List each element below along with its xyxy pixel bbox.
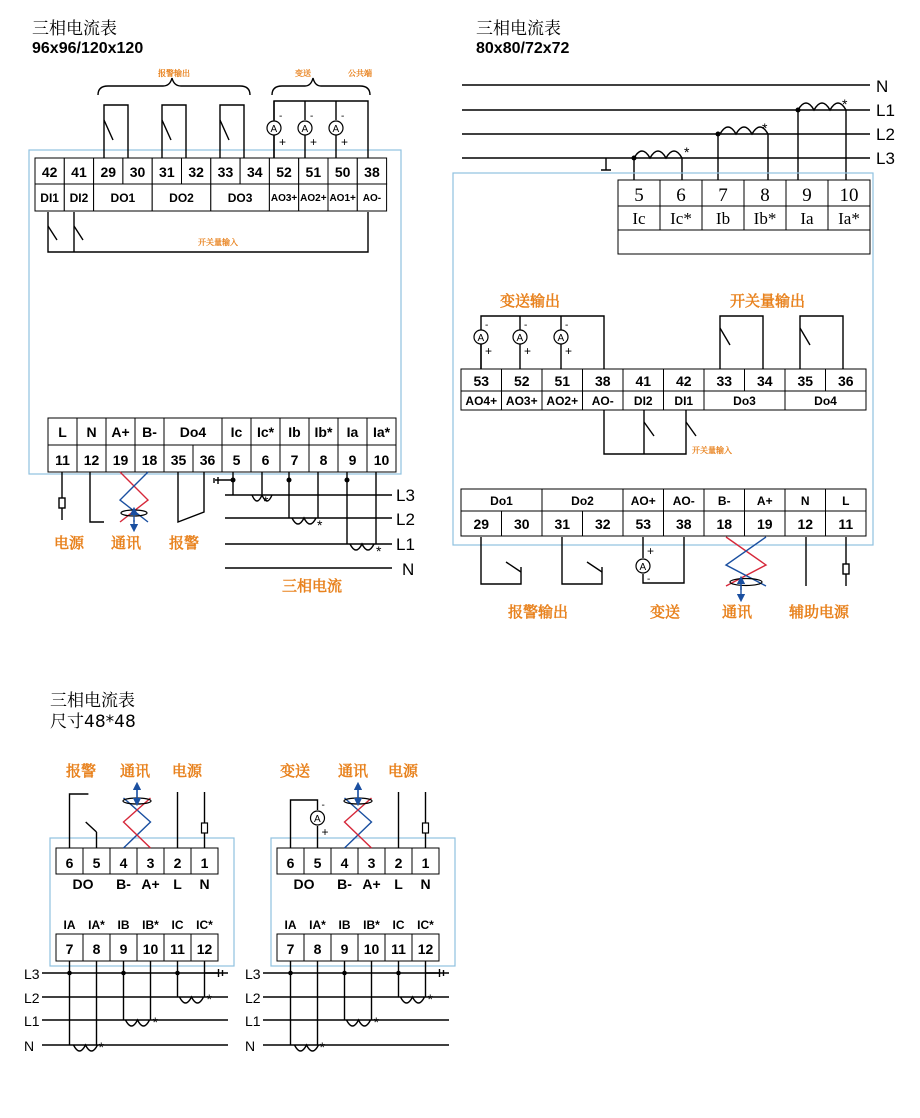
d2-line-n: N <box>876 77 889 96</box>
terminal-number: 10 <box>373 452 390 468</box>
terminal-number: 7 <box>286 941 295 957</box>
do-group-label: DO2 <box>169 191 194 205</box>
terminal-number: 5 <box>232 452 241 468</box>
terminal-label: DI1 <box>40 191 59 205</box>
d2-line-l3: L3 <box>876 149 895 168</box>
d1-caption-comm: 通讯 <box>111 534 142 552</box>
terminal-label: N <box>199 876 210 892</box>
terminal-number: 32 <box>594 516 611 532</box>
d1-line-n: N <box>402 560 415 579</box>
svg-text:-: - <box>647 574 651 585</box>
terminal-number: 8 <box>760 185 770 206</box>
d3a-caption: 报警 <box>66 762 97 780</box>
svg-text:-: - <box>341 111 345 122</box>
svg-text:+: + <box>321 825 329 839</box>
diagram-3b <box>245 762 455 1055</box>
terminal-label: IC* <box>417 918 434 932</box>
d2-ammeters <box>474 320 572 358</box>
svg-text:+: + <box>524 344 532 358</box>
d1-power-comm-alarm-wiring <box>59 472 204 522</box>
d3b-caption: 电源 <box>388 762 419 780</box>
d3b-caption: 变送 <box>280 762 311 780</box>
svg-text:+: + <box>310 135 318 149</box>
d3b-caption: 通讯 <box>338 762 369 780</box>
terminal-number: 41 <box>71 164 87 180</box>
svg-text:+: + <box>341 135 349 149</box>
terminal-number: 10 <box>839 185 859 206</box>
terminal-number: 3 <box>367 855 376 871</box>
terminal-label: Ib* <box>314 424 333 440</box>
terminal-number: 42 <box>41 164 58 180</box>
terminal-number: 34 <box>246 164 263 180</box>
d3a-caption: 电源 <box>172 762 203 780</box>
d1-size: 96x96/120x120 <box>32 40 144 57</box>
terminal-label: IA <box>63 918 76 932</box>
terminal-label: L <box>58 424 67 440</box>
terminal-number: 18 <box>141 452 158 468</box>
terminal-number: 12 <box>196 941 213 957</box>
terminal-number: 12 <box>797 516 814 532</box>
terminal-number: 8 <box>92 941 101 957</box>
svg-text:+: + <box>647 544 655 558</box>
svg-text:A: A <box>557 333 565 344</box>
d2-caption-comm: 通讯 <box>722 603 753 621</box>
svg-text:A: A <box>332 124 340 135</box>
terminal-number: 9 <box>340 941 349 957</box>
svg-text:A: A <box>314 814 321 825</box>
terminal-number: 4 <box>340 855 349 871</box>
terminal-number: 19 <box>756 516 773 532</box>
terminal-number: 33 <box>716 373 733 389</box>
terminal-number: 7 <box>65 941 74 957</box>
svg-text:A: A <box>270 124 278 135</box>
terminal-number: 30 <box>129 164 146 180</box>
terminal-label: IB* <box>363 918 380 932</box>
d2-line-l1: L1 <box>876 101 895 120</box>
terminal-label: DO <box>72 876 94 892</box>
terminal-number: 5 <box>634 185 644 206</box>
terminal-number: 11 <box>838 516 854 532</box>
terminal-number: 51 <box>305 164 322 180</box>
d2-switch-out-contacts <box>720 316 843 369</box>
terminal-number: 7 <box>718 185 728 206</box>
diagram-2 <box>453 19 895 621</box>
terminal-number: 42 <box>675 373 692 389</box>
svg-text:A: A <box>639 562 647 573</box>
terminal-label: AO- <box>362 193 382 204</box>
terminal-label: Ib <box>715 209 731 228</box>
terminal-label: DI2 <box>69 191 89 205</box>
terminal-label: IB <box>338 918 351 932</box>
svg-text:*: * <box>842 96 848 112</box>
terminal-label: Ia <box>800 209 814 228</box>
terminal-number: 41 <box>635 373 652 389</box>
d1-transmit-note: 变送 <box>295 69 311 78</box>
terminal-label: Do1 <box>490 494 513 508</box>
terminal-number: 33 <box>217 164 234 180</box>
do-group-label: DO3 <box>227 191 253 205</box>
terminal-number: 7 <box>290 452 299 468</box>
terminal-label: B- <box>142 424 157 440</box>
terminal-number: 31 <box>159 164 175 180</box>
d3a-line-label: L2 <box>24 990 40 1006</box>
terminal-label: AO3+ <box>270 193 298 204</box>
terminal-label: A+ <box>111 424 130 440</box>
d3a-line-label: L3 <box>24 966 40 982</box>
svg-text:A: A <box>516 333 524 344</box>
d1-title: 三相电流表 <box>32 19 117 39</box>
terminal-label: A+ <box>756 494 773 508</box>
svg-text:*: * <box>684 144 690 160</box>
terminal-label: N <box>800 494 810 508</box>
terminal-number: 52 <box>276 164 292 180</box>
terminal-number: 2 <box>173 855 182 871</box>
d3a-line-label: N <box>24 1038 35 1054</box>
d1-caption-power: 电源 <box>54 534 85 552</box>
terminal-number: 9 <box>119 941 128 957</box>
terminal-label: IC <box>392 918 405 932</box>
svg-text:*: * <box>762 120 768 136</box>
terminal-label: Ia* <box>372 424 391 440</box>
terminal-number: 11 <box>391 941 406 957</box>
terminal-number: 51 <box>554 373 571 389</box>
terminal-number: 12 <box>417 941 434 957</box>
terminal-label: AO2+ <box>300 193 327 204</box>
terminal-label: AO+ <box>630 494 656 508</box>
d1-switch-in-note: 开关量输入 <box>198 238 238 247</box>
terminal-number: 34 <box>756 373 773 389</box>
terminal-number: 10 <box>363 941 380 957</box>
d3a-line-label: L1 <box>24 1013 40 1029</box>
terminal-number: 1 <box>421 855 430 871</box>
svg-text:-: - <box>524 320 528 331</box>
terminal-number: 36 <box>199 452 216 468</box>
terminal-label: IB* <box>142 918 159 932</box>
terminal-label: Ic* <box>256 424 275 440</box>
d2-line-l2: L2 <box>876 125 895 144</box>
terminal-number: 35 <box>797 373 814 389</box>
terminal-label: AO- <box>591 394 614 408</box>
d2-switch-in-wiring <box>604 410 696 454</box>
terminal-label: IB <box>117 918 130 932</box>
terminal-number: 29 <box>473 516 490 532</box>
d1-line-l2: L2 <box>396 510 415 529</box>
d1-common-note: 公共端 <box>348 69 372 78</box>
terminal-label: A+ <box>141 876 160 892</box>
terminal-label: IA* <box>309 918 326 932</box>
terminal-label: L <box>394 876 403 892</box>
svg-text:*: * <box>319 1039 325 1055</box>
terminal-label: B- <box>717 494 731 508</box>
terminal-number: 1 <box>200 855 209 871</box>
svg-text:*: * <box>98 1039 104 1055</box>
terminal-number: 38 <box>675 516 692 532</box>
terminal-label: Ic <box>632 209 646 228</box>
terminal-label: AO1+ <box>329 193 356 204</box>
d1-brace-alarm <box>98 78 250 95</box>
terminal-label: Ia* <box>838 209 860 228</box>
d1-line-l1: L1 <box>396 535 415 554</box>
d3a-caption: 通讯 <box>120 762 151 780</box>
terminal-label: DO <box>293 876 315 892</box>
svg-text:+: + <box>279 135 287 149</box>
terminal-number: 6 <box>261 452 270 468</box>
terminal-number: 18 <box>716 516 733 532</box>
svg-text:*: * <box>152 1014 158 1030</box>
terminal-number: 5 <box>313 855 322 871</box>
terminal-label: Ia <box>346 424 359 440</box>
terminal-number: 2 <box>394 855 403 871</box>
terminal-number: 6 <box>676 185 686 206</box>
d2-title: 三相电流表 <box>476 19 561 39</box>
terminal-number: 30 <box>513 516 530 532</box>
terminal-label: Ib* <box>753 209 777 228</box>
svg-text:*: * <box>317 517 323 533</box>
terminal-label: AO- <box>672 494 695 508</box>
d2-ct-terminal-block <box>618 180 870 254</box>
terminal-label: B- <box>337 876 352 892</box>
terminal-label: A+ <box>362 876 381 892</box>
d2-bottom-terminal-strip <box>461 489 866 536</box>
svg-text:-: - <box>321 800 325 811</box>
svg-text:*: * <box>376 543 382 559</box>
terminal-label: N <box>420 876 431 892</box>
terminal-number: 3 <box>146 855 155 871</box>
terminal-number: 31 <box>554 516 571 532</box>
d3b-line-label: L3 <box>245 966 261 982</box>
terminal-number: 35 <box>170 452 187 468</box>
terminal-number: 38 <box>364 164 380 180</box>
d2-transmit-wiring <box>481 316 604 369</box>
terminal-number: 6 <box>65 855 74 871</box>
terminal-number: 29 <box>100 164 117 180</box>
terminal-label: AO3+ <box>505 394 538 408</box>
diagram-1 <box>29 19 415 595</box>
svg-text:*: * <box>206 991 212 1007</box>
terminal-label: IA <box>284 918 297 932</box>
terminal-label: L <box>173 876 182 892</box>
d3b-line-label: N <box>245 1038 256 1054</box>
terminal-label: DI2 <box>633 394 653 408</box>
terminal-number: 32 <box>188 164 204 180</box>
svg-text:*: * <box>263 493 269 509</box>
terminal-label: IC <box>171 918 184 932</box>
diagram-3a <box>24 762 234 1055</box>
terminal-label: N <box>86 424 97 440</box>
terminal-number: 5 <box>92 855 101 871</box>
terminal-number: 38 <box>594 373 611 389</box>
terminal-number: 19 <box>112 452 129 468</box>
terminal-label: IA* <box>88 918 105 932</box>
d1-alarm-out-note: 报警输出 <box>158 69 190 78</box>
svg-text:A: A <box>477 333 485 344</box>
terminal-number: 11 <box>55 452 70 468</box>
terminal-number: 10 <box>142 941 159 957</box>
d3-title: 三相电流表 <box>50 691 135 711</box>
terminal-label: Ic* <box>670 209 692 228</box>
diagram-3 <box>50 691 136 732</box>
terminal-number: 36 <box>837 373 854 389</box>
d1-bottom-terminal-strip <box>48 418 396 472</box>
d1-line-l3: L3 <box>396 486 415 505</box>
terminal-number: 11 <box>170 941 185 957</box>
svg-text:-: - <box>279 111 283 122</box>
terminal-number: 53 <box>473 373 490 389</box>
terminal-blank-row <box>618 230 870 254</box>
svg-text:*: * <box>373 1014 379 1030</box>
svg-text:-: - <box>310 111 314 122</box>
terminal-label: IC* <box>196 918 213 932</box>
d2-caption-transmit: 变送 <box>650 603 681 621</box>
terminal-label: AO2+ <box>546 394 579 408</box>
terminal-number: 52 <box>513 373 530 389</box>
terminal-number: 4 <box>119 855 128 871</box>
svg-text:-: - <box>485 320 489 331</box>
d2-caption-aux-power: 辅助电源 <box>789 603 850 621</box>
d1-caption-alarm: 报警 <box>169 534 200 552</box>
terminal-label: Do4 <box>814 394 837 408</box>
terminal-number: 8 <box>313 941 322 957</box>
d2-middle-terminal-strip <box>461 369 866 410</box>
d3b-line-label: L1 <box>245 1013 261 1029</box>
terminal-number: 53 <box>635 516 652 532</box>
terminal-number: 9 <box>348 452 357 468</box>
terminal-number: 9 <box>802 185 812 206</box>
d2-size: 80x80/72x72 <box>476 40 570 57</box>
svg-text:A: A <box>301 124 309 135</box>
terminal-label: AO4+ <box>465 394 498 408</box>
d2-phase-lines <box>462 85 870 180</box>
svg-text:*: * <box>427 991 433 1007</box>
d2-caption-alarm-out: 报警输出 <box>508 603 569 621</box>
d1-top-terminal-strip <box>35 158 387 211</box>
d1-phase-lines <box>214 472 392 568</box>
d1-caption-current: 三相电流 <box>282 577 343 595</box>
terminal-label: B- <box>116 876 131 892</box>
terminal-label: L <box>842 494 850 508</box>
terminal-number: 8 <box>319 452 328 468</box>
d3b-line-label: L2 <box>245 990 261 1006</box>
d3-size: 尺寸48*48 <box>50 712 136 732</box>
d2-switch-in-note: 开关量输入 <box>692 446 732 455</box>
d2-transmit-out-note: 变送输出 <box>500 292 561 310</box>
svg-text:+: + <box>565 344 573 358</box>
terminal-label: Do2 <box>571 494 594 508</box>
svg-text:-: - <box>565 320 569 331</box>
terminal-label: Do3 <box>733 394 756 408</box>
terminal-number: 6 <box>286 855 295 871</box>
do-group-label: DO1 <box>110 191 136 205</box>
terminal-label: DI1 <box>674 394 694 408</box>
terminal-label: Ic <box>230 424 243 440</box>
d1-brace-transmit <box>272 78 370 95</box>
d2-switch-out-note: 开关量输出 <box>730 292 806 310</box>
terminal-number: 50 <box>334 164 351 180</box>
terminal-number: 12 <box>83 452 100 468</box>
terminal-label: Do4 <box>179 424 207 440</box>
d2-bottom-wiring <box>481 537 849 586</box>
svg-text:+: + <box>485 344 493 358</box>
terminal-label: Ib <box>288 424 301 440</box>
